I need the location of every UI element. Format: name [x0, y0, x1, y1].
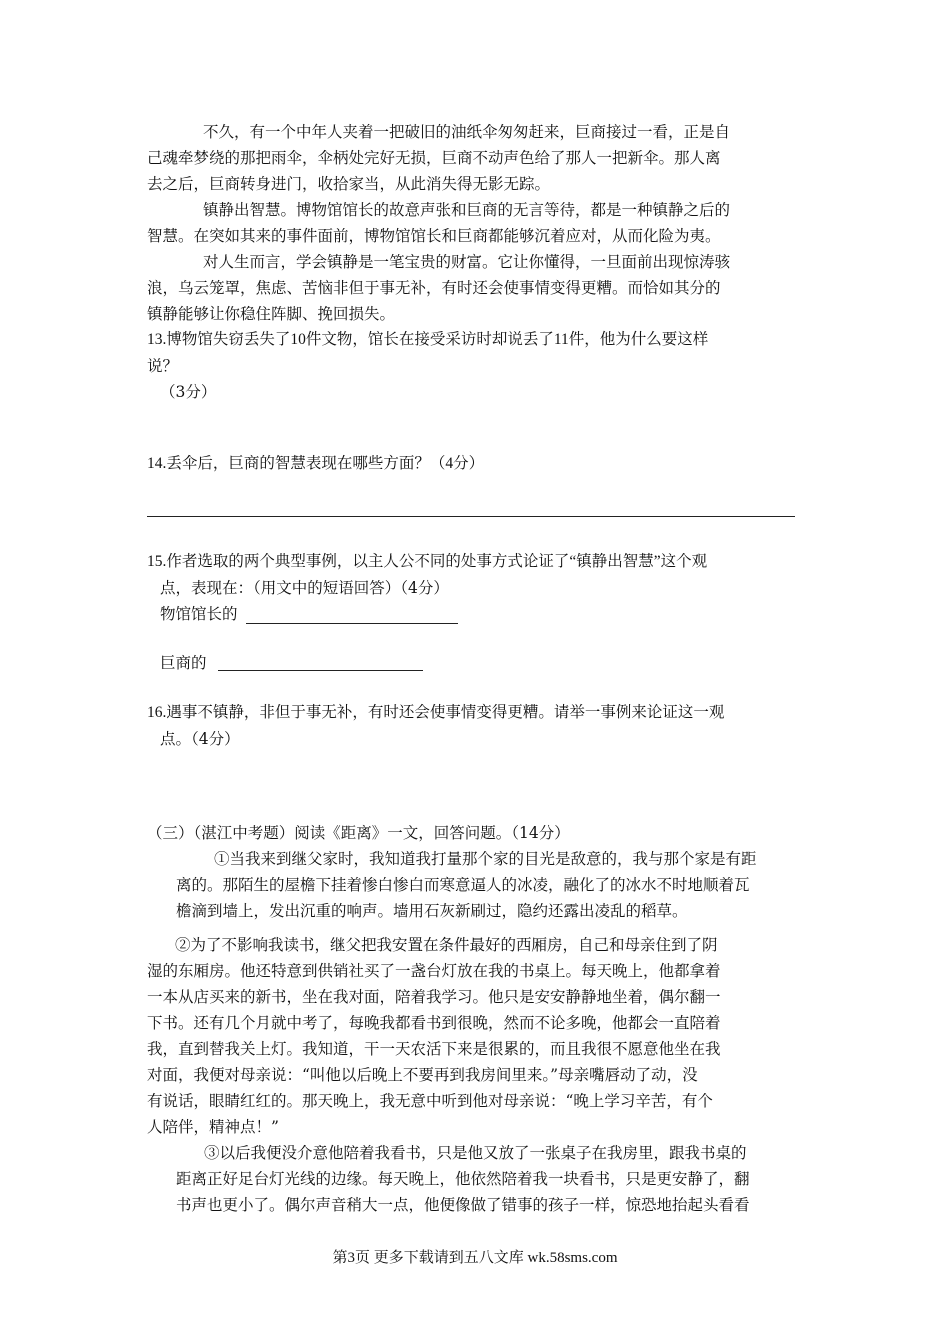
question-text: 说？	[147, 357, 179, 375]
reading-line: 离的。那陌生的屋檐下挂着惨白惨白而寒意逼人的冰凌，融化了的冰水不时地顺着瓦	[176, 876, 750, 894]
merchant-label: 巨商的	[160, 654, 207, 672]
passage-line: 对人生而言，学会镇静是一笔宝贵的财富。它让你懂得，一旦面前出现惊涛骇	[203, 253, 731, 271]
reading-line: ③以后我便没介意他陪着我看书，只是他又放了一张桌子在我房里，跟我书桌的	[204, 1144, 747, 1162]
reading-line: 湿的东厢房。他还特意到供销社买了一盏台灯放在我的书桌上。每天晚上，他都拿着	[147, 962, 721, 980]
reading-line: 我，直到替我关上灯。我知道，干一天农活下来是很累的，而且我很不愿意他坐在我	[147, 1040, 721, 1058]
question-text: 13.博物馆失窃丢失了10件文物，馆长在接受采访时却说丢了11件，他为什么要这样	[147, 331, 709, 348]
question-text: 点。（4分）	[160, 730, 240, 748]
question-text: 14.丢伞后，巨商的智慧表现在哪些方面？（4分）	[147, 455, 485, 472]
answer-line[interactable]	[147, 516, 795, 517]
section-heading: （三）（湛江中考题）阅读《距离》一文，回答问题。（14分）	[147, 824, 570, 842]
passage-line: 镇静出智慧。博物馆馆长的故意声张和巨商的无言等待，都是一种镇静之后的	[203, 201, 731, 219]
passage-line: 去之后，巨商转身进门，收拾家当，从此消失得无影无踪。	[147, 175, 551, 193]
passage-line: 镇静能够让你稳住阵脚、挽回损失。	[147, 305, 396, 323]
reading-line: 下书。还有几个月就中考了，每晚我都看书到很晚，然而不论多晚，他都会一直陪着	[147, 1014, 721, 1032]
question-text: 15.作者选取的两个典型事例，以主人公不同的处事方式论证了“镇静出智慧”这个观	[147, 553, 708, 570]
question-text: 16.遇事不镇静，非但于事无补，有时还会使事情变得更糟。请举一事例来论证这一观	[147, 704, 725, 721]
reading-line: 书声也更小了。偶尔声音稍大一点，他便像做了错事的孩子一样，惊恐地抬起头看看	[176, 1196, 750, 1214]
museum-curator-answer-blank[interactable]	[246, 623, 458, 624]
reading-line: 有说话，眼睛红红的。那天晚上，我无意中听到他对母亲说：“晚上学习辛苦，有个	[147, 1092, 713, 1110]
museum-curator-label: 物馆馆长的	[160, 605, 238, 623]
reading-line: 距离正好足台灯光线的边缘。每天晚上，他依然陪着我一块看书，只是更安静了，翻	[176, 1170, 750, 1188]
reading-line: ①当我来到继父家时，我知道我打量那个家的目光是敌意的，我与那个家是有距	[214, 850, 757, 868]
passage-line: 不久，有一个中年人夹着一把破旧的油纸伞匆匆赶来，巨商接过一看，正是自	[203, 123, 731, 141]
passage-line: 浪，乌云笼罩，焦虑、苦恼非但于事无补，有时还会使事情变得更糟。而恰如其分的	[147, 279, 721, 297]
reading-line: 人陪伴，精神点！”	[147, 1118, 279, 1136]
page-footer: 第3页 更多下载请到五八文库 wk.58sms.com	[332, 1250, 618, 1266]
merchant-answer-blank[interactable]	[218, 670, 423, 671]
passage-line: 己魂牵梦绕的那把雨伞，伞柄处完好无损，巨商不动声色给了那人一把新伞。那人离	[147, 149, 721, 167]
question-score: （3分）	[160, 383, 217, 401]
question-text: 点，表现在：（用文中的短语回答）（4分）	[160, 579, 449, 597]
passage-line: 智慧。在突如其来的事件面前，博物馆馆长和巨商都能够沉着应对，从而化险为夷。	[147, 227, 721, 245]
reading-line: 檐滴到墙上，发出沉重的响声。墙用石灰新刷过，隐约还露出凌乱的稻草。	[176, 902, 688, 920]
reading-line: ②为了不影响我读书，继父把我安置在条件最好的西厢房，自己和母亲住到了阴	[175, 936, 718, 954]
reading-line: 对面，我便对母亲说：“叫他以后晚上不要再到我房间里来。”母亲嘴唇动了动，没	[147, 1066, 698, 1084]
reading-line: 一本从店买来的新书，坐在我对面，陪着我学习。他只是安安静静地坐着，偶尔翻一	[147, 988, 721, 1006]
